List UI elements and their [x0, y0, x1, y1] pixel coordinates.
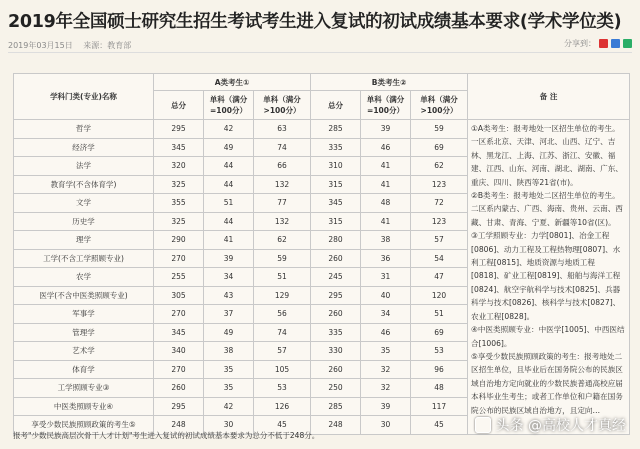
subject-name: 中医类照顾专业④	[14, 397, 154, 416]
b-score: 41	[361, 212, 411, 231]
a-score: 49	[204, 323, 254, 342]
note-item: ③工学照顾专业：力学[0801]、冶金工程[0806]、动力工程及工程热物理[0807]、水利工程[0815]、地质资源与地质工程[0818]、矿业工程[0819]、船舶与海洋工程[0824]、航空宇航科学与技术[0825]、兵器科学与技术[0826]、核科学与技术[0827]、农业工程[0828]。	[471, 231, 621, 321]
b-total: 310	[311, 157, 361, 176]
subject-name: 军事学	[14, 305, 154, 324]
a-score: 39	[204, 249, 254, 268]
a-total: 325	[154, 212, 204, 231]
a-total: 320	[154, 157, 204, 176]
header-group-a: A类考生①	[154, 74, 311, 91]
b-total: 335	[311, 323, 361, 342]
a-score: 62	[254, 231, 311, 250]
divider	[8, 52, 632, 53]
note-item: ④中医类照顾专业：中医学[1005]、中西医结合[1006]。	[471, 325, 625, 348]
b-score: 62	[411, 157, 468, 176]
a-score: 38	[204, 342, 254, 361]
a-score: 44	[204, 212, 254, 231]
b-score: 32	[361, 379, 411, 398]
a-score: 74	[254, 323, 311, 342]
a-score: 59	[254, 249, 311, 268]
note-item: ①A类考生：报考地处一区招生单位的考生。一区系北京、天津、河北、山西、辽宁、吉林、黑龙江、上海、江苏、浙江、安徽、福建、江西、山东、河南、湖北、湖南、广东、重庆、四川、陕西等21省(市)。	[471, 124, 623, 187]
note-item: ②B类考生：报考地处二区招生单位的考生。二区系内蒙古、广西、海南、贵州、云南、西藏、甘肃、青海、宁夏、新疆等10省(区)。	[471, 191, 623, 227]
watermark-logo-icon	[475, 417, 491, 433]
b-total: 260	[311, 360, 361, 379]
header-subject: 学科门类(专业)名称	[14, 74, 154, 120]
b-score: 69	[411, 323, 468, 342]
b-score: 72	[411, 194, 468, 213]
b-score: 40	[361, 286, 411, 305]
score-table	[13, 73, 630, 435]
b-total: 330	[311, 342, 361, 361]
table-row	[14, 120, 630, 139]
a-score: 44	[204, 157, 254, 176]
subject-name: 体育学	[14, 360, 154, 379]
article-meta	[8, 40, 139, 51]
header-a-total: 总分	[154, 91, 204, 120]
subject-name: 享受少数民族照顾政策的考生⑤	[14, 416, 154, 435]
publish-date: 2019年03月15日	[8, 41, 73, 50]
a-score: 66	[254, 157, 311, 176]
a-total: 295	[154, 397, 204, 416]
subject-name: 经济学	[14, 138, 154, 157]
b-score: 48	[411, 379, 468, 398]
b-total: 280	[311, 231, 361, 250]
a-total: 270	[154, 249, 204, 268]
b-total: 315	[311, 212, 361, 231]
a-score: 63	[254, 120, 311, 139]
subject-name: 教育学(不含体育学)	[14, 175, 154, 194]
b-total: 285	[311, 120, 361, 139]
weibo-share-icon[interactable]	[599, 39, 608, 48]
b-score: 35	[361, 342, 411, 361]
header-a-s2: 单科（满分>100分）	[254, 91, 311, 120]
a-score: 51	[204, 194, 254, 213]
header-group-b: B类考生②	[311, 74, 468, 91]
b-score: 31	[361, 268, 411, 287]
a-total: 345	[154, 323, 204, 342]
a-score: 42	[204, 397, 254, 416]
b-score: 34	[361, 305, 411, 324]
subject-name: 医学(不含中医类照顾专业)	[14, 286, 154, 305]
b-score: 54	[411, 249, 468, 268]
a-score: 42	[204, 120, 254, 139]
a-score: 129	[254, 286, 311, 305]
header-b-s1: 单科（满分=100分）	[361, 91, 411, 120]
a-total: 355	[154, 194, 204, 213]
b-score: 123	[411, 175, 468, 194]
subject-name: 理学	[14, 231, 154, 250]
subject-name: 历史学	[14, 212, 154, 231]
a-score: 51	[254, 268, 311, 287]
b-total: 345	[311, 194, 361, 213]
a-score: 35	[204, 360, 254, 379]
b-score: 57	[411, 231, 468, 250]
b-total: 250	[311, 379, 361, 398]
b-total: 260	[311, 249, 361, 268]
wechat-share-icon[interactable]	[623, 39, 632, 48]
subject-name: 文学	[14, 194, 154, 213]
a-score: 132	[254, 212, 311, 231]
b-total: 285	[311, 397, 361, 416]
header-b-s2: 单科（满分>100分）	[411, 91, 468, 120]
share-bar	[564, 38, 632, 49]
a-score: 30	[204, 416, 254, 435]
b-total: 245	[311, 268, 361, 287]
a-score: 57	[254, 342, 311, 361]
subject-name: 工学照顾专业③	[14, 379, 154, 398]
a-score: 77	[254, 194, 311, 213]
a-score: 53	[254, 379, 311, 398]
a-score: 35	[204, 379, 254, 398]
b-total: 315	[311, 175, 361, 194]
b-score: 47	[411, 268, 468, 287]
a-score: 34	[204, 268, 254, 287]
a-total: 345	[154, 138, 204, 157]
a-score: 105	[254, 360, 311, 379]
a-score: 45	[254, 416, 311, 435]
b-score: 59	[411, 120, 468, 139]
a-total: 295	[154, 120, 204, 139]
subject-name: 法学	[14, 157, 154, 176]
header-a-s1: 单科（满分=100分）	[204, 91, 254, 120]
b-score: 39	[361, 397, 411, 416]
watermark	[475, 415, 626, 435]
b-score: 38	[361, 231, 411, 250]
b-score: 120	[411, 286, 468, 305]
a-score: 56	[254, 305, 311, 324]
b-total: 248	[311, 416, 361, 435]
b-score: 48	[361, 194, 411, 213]
b-score: 41	[361, 175, 411, 194]
a-score: 41	[204, 231, 254, 250]
subject-name: 管理学	[14, 323, 154, 342]
a-total: 340	[154, 342, 204, 361]
watermark-text: 头条 @高校人才真经	[495, 418, 626, 434]
qzone-share-icon[interactable]	[611, 39, 620, 48]
b-total: 295	[311, 286, 361, 305]
b-score: 46	[361, 138, 411, 157]
a-score: 49	[204, 138, 254, 157]
a-score: 43	[204, 286, 254, 305]
a-total: 305	[154, 286, 204, 305]
b-score: 123	[411, 212, 468, 231]
a-score: 126	[254, 397, 311, 416]
source: 来源：教育部	[83, 41, 132, 50]
subject-name: 哲学	[14, 120, 154, 139]
a-score: 37	[204, 305, 254, 324]
note-item: ⑤享受少数民族照顾政策的考生：报考地处二区招生单位，且毕业后在国务院公布的民族区域自治地方定向就业的少数民族普通高校应届本科毕业生考生；或者工作单位和户籍在国务院公布的民族区域自治地方，且定向…	[471, 351, 623, 415]
b-total: 260	[311, 305, 361, 324]
b-score: 36	[361, 249, 411, 268]
a-total: 270	[154, 360, 204, 379]
b-score: 53	[411, 342, 468, 361]
a-total: 260	[154, 379, 204, 398]
b-score: 51	[411, 305, 468, 324]
b-score: 30	[361, 416, 411, 435]
subject-name: 艺术学	[14, 342, 154, 361]
notes-cell	[468, 120, 630, 435]
a-score: 132	[254, 175, 311, 194]
subject-name: 工学(不含工学照顾专业)	[14, 249, 154, 268]
a-total: 255	[154, 268, 204, 287]
b-score: 45	[411, 416, 468, 435]
b-score: 96	[411, 360, 468, 379]
share-label: 分享到：	[564, 39, 596, 48]
a-total: 290	[154, 231, 204, 250]
header-b-total: 总分	[311, 91, 361, 120]
a-score: 74	[254, 138, 311, 157]
b-score: 69	[411, 138, 468, 157]
a-score: 44	[204, 175, 254, 194]
a-total: 325	[154, 175, 204, 194]
a-total: 270	[154, 305, 204, 324]
b-total: 335	[311, 138, 361, 157]
subject-name: 农学	[14, 268, 154, 287]
b-score: 117	[411, 397, 468, 416]
header-note: 备 注	[468, 74, 630, 120]
b-score: 46	[361, 323, 411, 342]
b-score: 39	[361, 120, 411, 139]
footnote: 报考"少数民族高层次骨干人才计划"考生进入复试的初试成绩基本要求为总分不低于248分。	[13, 431, 320, 440]
b-score: 32	[361, 360, 411, 379]
a-total: 248	[154, 416, 204, 435]
article-title: 2019年全国硕士研究生招生考试考生进入复试的初试成绩基本要求(学术学位类)	[8, 12, 622, 32]
b-score: 41	[361, 157, 411, 176]
